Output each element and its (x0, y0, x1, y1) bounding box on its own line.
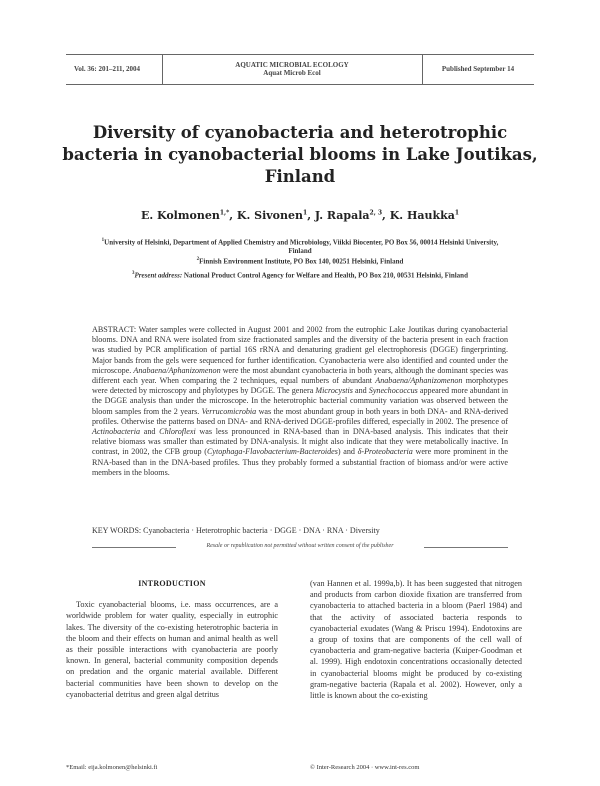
abstract (92, 325, 508, 478)
header-rule-bottom (66, 84, 534, 85)
journal-name-block (162, 54, 422, 84)
abstract-text-run: were the most abundant cyanobacteria in both years, although the dominant species was different each year. When comparing the 2 techniques, equal numbers of abundant (92, 365, 508, 386)
affiliation-text: National Product Control Agency for Welfare and Health, PO Box 210, 00531 Helsinki, Finland (182, 271, 468, 280)
resale-text: Resale or republication not permitted without written consent of the publisher (206, 543, 394, 549)
author-list: E. Kolmonen$^{1,*}$, K. Sivonen$^1$, J. Rapala$^{2, 3}$, K. Haukka$^1$ (140, 209, 460, 222)
resale-rule-left (92, 547, 176, 548)
abstract-text-run: was the most abundant group in both years in both DNA- and RNA-derived profiles. Otherwise the patterns based on DNA- and RNA-derived DGGE-profiles differed, especially in 2002. The presence of (92, 406, 508, 426)
resale-notice (92, 543, 508, 552)
abstract-text-run: morphotypes were detected by microscopy and phylotypes by DGGE. The genera (92, 376, 508, 396)
abstract-taxon-name: Cytophaga-Flavobacterium-Bacteroides (206, 447, 338, 457)
author-name: J. Rapala (314, 209, 370, 222)
abstract-taxon-name: δ-Proteobacteria (357, 447, 413, 457)
publication-date: Published September 14 (441, 65, 515, 73)
abstract-taxon-name: Anabaena/Aphanizomenon (133, 365, 221, 375)
abstract-text-run: appeared more abundant in the DGGE analysis than under the microscope. In the heterotrophic bacterial community variation was observed between the bloom samples from the 2 years. (92, 386, 508, 416)
abstract-taxon-name: Verrucomicrobia (201, 406, 257, 416)
author-affiliation-marker: 1 (454, 209, 460, 217)
author-affiliation-marker: 2, 3 (369, 209, 383, 217)
journal-header (66, 54, 534, 84)
abstract-text-run: Water samples were collected in August 2001 and 2002 from the eutrophic Lake Joutikas during cyanobacterial blooms. DNA and RNA were isolated from size fractionated samples and the diversity of the bacteria present in each fraction was studied by PCR amplification of partial 16S rRNA and denaturing gradient gel electrophoresis (DGGE) fingerprinting. Major bands from the gels were sequenced for further identification. Cyanobacteria were also identified and counted under the microscope. (92, 325, 508, 375)
abstract-taxon-name: Synechococcus (368, 386, 418, 396)
abstract-taxon-name: Anabaena/Aphanizomenon (375, 376, 463, 386)
author-name: K. Haukka (389, 209, 455, 222)
abstract-text-run: and (140, 427, 160, 437)
affiliation-label: Present address: (134, 271, 183, 280)
affiliation (96, 255, 504, 266)
column-left (66, 578, 278, 700)
affiliation-text: Finnish Environment Institute, PO Box 140, 00251 Helsinki, Finland (199, 257, 404, 266)
author-name: K. Sivonen (236, 209, 303, 222)
journal-abbrev: Aquat Microb Ecol (263, 69, 321, 77)
column-right (310, 578, 522, 701)
abstract-taxon-name: Microcystis (315, 386, 353, 396)
abstract-taxon-name: Chloroflexi (159, 427, 196, 437)
introduction-paragraph: Toxic cyanobacterial blooms, i.e. mass occurrences, are a worldwide problem for water quality, especially in eutrophic lakes. The diversity of the co-existing heterotrophic bacteria in the bloom and their effects on human and animal health as well as their possible interactions with cyanobacteria are poorly known. In general, bacterial community composition depends on predation and the organic material available. Different bacterial communities have been shown to develop on the cyanobacterial detritus and green algal detritus (66, 600, 278, 699)
abstract-text-run: and (352, 386, 369, 396)
affiliation (96, 269, 504, 280)
abstract-taxon-name: Actinobacteria (92, 427, 141, 437)
affiliation-marker: 2 (196, 257, 200, 262)
affiliation-marker: 3 (132, 271, 135, 276)
abstract-text-run: ) and (337, 447, 358, 457)
affiliation (96, 236, 504, 256)
author-affiliation-marker: 1 (303, 209, 308, 217)
abstract-label: ABSTRACT: (92, 325, 137, 334)
corresponding-author-email: *Email: eija.kolmonen@helsinki.fi (66, 764, 158, 771)
affiliation-marker: 1 (101, 238, 105, 243)
abstract-body (92, 325, 508, 477)
introduction-paragraph-continued: (van Hannen et al. 1999a,b). It has been suggested that nitrogen and products from carbon dioxide fixation are transferred from cyanobacteria to attached bacteria in a bloom (Paerl 1984) and that the activity of associated bacteria responds to cyanobacterial exudates (Wang & Priscu 1994). Endotoxins are a group of toxins that are components of the cell wall of cyanobacteria and gram-negative bacteria (Kuiper-Goodman et al. 1999). High endotoxin concentrations occasionally detected in cyanobacterial blooms might be produced by co-existing gram-negative bacteria (Rapala et al. 2002). However, only a little is known about the co-existing (310, 579, 522, 701)
resale-rule-right (424, 547, 508, 548)
affiliation-text: University of Helsinki, Department of Applied Chemistry and Microbiology, Viikki Biocenter, PO Box 56, 00014 Helsinki University, Finland (104, 238, 499, 256)
keywords: KEY WORDS: Cyanobacteria · Heterotrophic bacteria · DGGE · DNA · RNA · Diversity (92, 526, 380, 535)
abstract-text-run: were more prominent in the RNA-based than in the DNA-based profiles. Thus they probably formed a substantial fraction of biomass and/or were active members in the blooms. (92, 447, 508, 477)
author-name: E. Kolmonen (140, 209, 220, 222)
journal-name: AQUATIC MICROBIAL ECOLOGY (235, 60, 349, 69)
author-affiliation-marker: 1,* (219, 209, 230, 217)
paper-title: Diversity of cyanobacteria and heterotrophic bacteria in cyanobacterial blooms in Lake Joutikas, Finland (62, 123, 538, 186)
copyright-notice: © Inter-Research 2004 · www.int-res.com (310, 764, 420, 771)
volume-info: Vol. 36: 201–211, 2004 (74, 65, 141, 73)
section-heading-introduction: INTRODUCTION (138, 579, 206, 588)
abstract-text-run: was less pronounced in RNA-based than in DNA-based analysis. This indicates that their relative biomass was smaller than estimated by DNA-analysis. It might also indicate that they were metabolically inactive. In contrast, in 2002, the CFB group ( (92, 427, 509, 457)
